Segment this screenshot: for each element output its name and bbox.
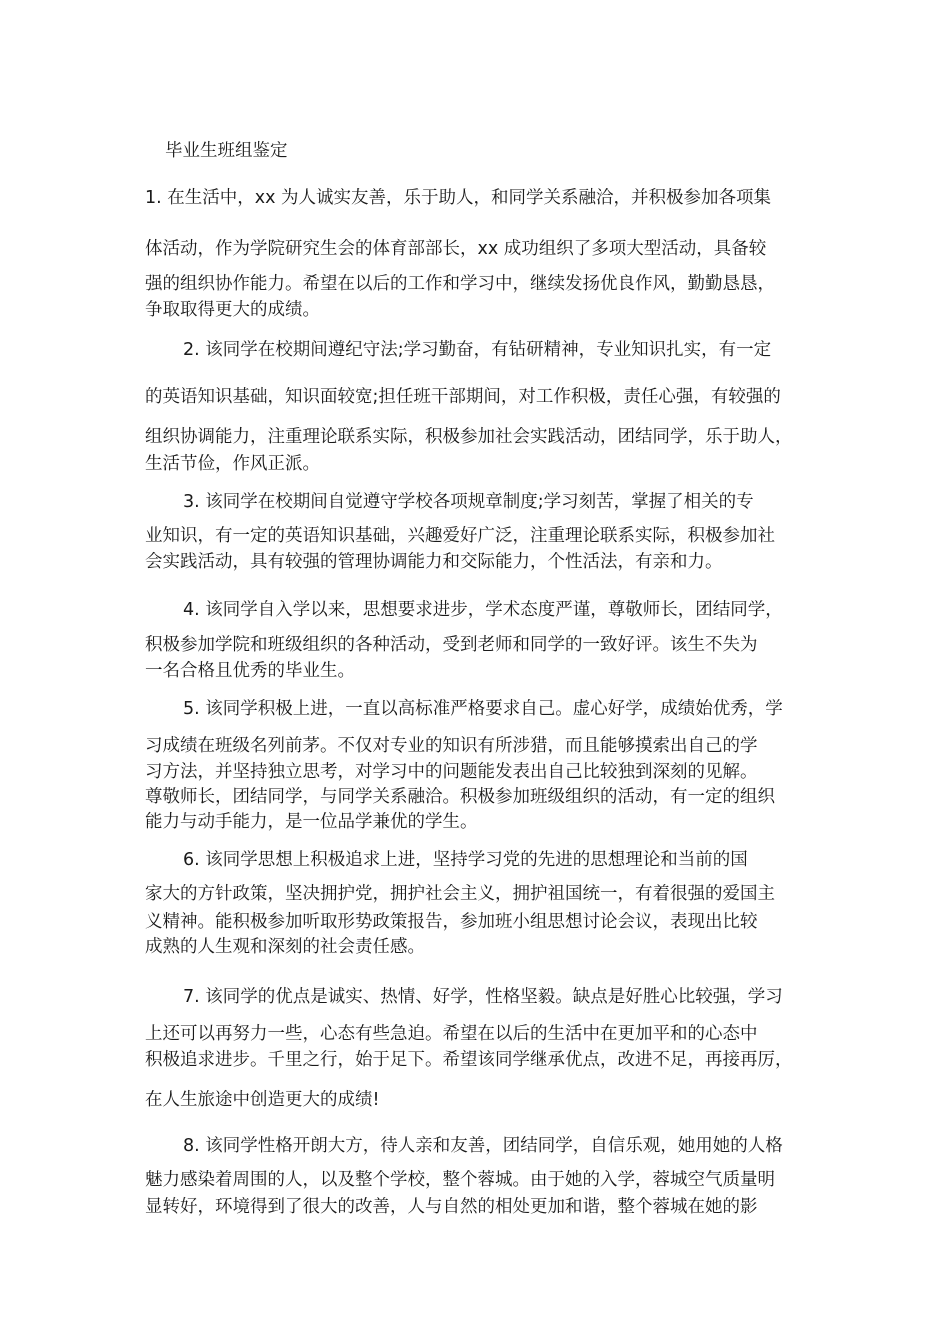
text-line: 1. 在生活中，xx 为人诚实友善，乐于助人，和同学关系融洽，并积极参加各项集 bbox=[145, 188, 772, 208]
text-line: 尊敬师长，团结同学，与同学关系融洽。积极参加班级组织的活动，有一定的组织 bbox=[145, 787, 775, 807]
text-line: 的英语知识基础，知识面较宽;担任班干部期间，对工作积极，责任心强，有较强的 bbox=[145, 387, 781, 407]
text-line: 组织协调能力，注重理论联系实际，积极参加社会实践活动，团结同学，乐于助人， bbox=[145, 427, 793, 447]
text-line: 争取取得更大的成绩。 bbox=[145, 300, 320, 320]
text-line: 显转好，环境得到了很大的改善，人与自然的相处更加和谐，整个蓉城在她的影 bbox=[145, 1197, 758, 1217]
text-line: 强的组织协作能力。希望在以后的工作和学习中，继续发扬优良作风，勤勤恳恳， bbox=[145, 274, 775, 294]
text-line: 2. 该同学在校期间遵纪守法;学习勤奋，有钻研精神，专业知识扎实，有一定 bbox=[183, 340, 772, 360]
text-line: 上还可以再努力一些，心态有些急迫。希望在以后的生活中在更加平和的心态中 bbox=[145, 1024, 758, 1044]
text-line: 生活节俭，作风正派。 bbox=[145, 454, 320, 474]
text-line: 家大的方针政策，坚决拥护党，拥护社会主义，拥护祖国统一，有着很强的爱国主 bbox=[145, 884, 775, 904]
text-line: 业知识，有一定的英语知识基础，兴趣爱好广泛，注重理论联系实际，积极参加社 bbox=[145, 526, 775, 546]
text-line: 义精神。能积极参加听取形势政策报告，参加班小组思想讨论会议，表现出比较 bbox=[145, 912, 758, 932]
text-line: 会实践活动，具有较强的管理协调能力和交际能力，个性活法，有亲和力。 bbox=[145, 552, 723, 572]
text-line: 能力与动手能力，是一位品学兼优的学生。 bbox=[145, 812, 478, 832]
text-line: 在人生旅途中创造更大的成绩! bbox=[145, 1090, 380, 1110]
document-title: 毕业生班组鉴定 bbox=[165, 141, 288, 161]
text-line: 积极参加学院和班级组织的各种活动，受到老师和同学的一致好评。该生不失为 bbox=[145, 635, 758, 655]
text-line: 4. 该同学自入学以来，思想要求进步，学术态度严谨，尊敬师长，团结同学， bbox=[183, 600, 783, 620]
text-line: 积极追求进步。千里之行，始于足下。希望该同学继承优点，改进不足，再接再厉， bbox=[145, 1050, 793, 1070]
text-line: 习方法，并坚持独立思考，对学习中的问题能发表出自己比较独到深刻的见解。 bbox=[145, 762, 758, 782]
text-line: 魅力感染着周围的人，以及整个学校，整个蓉城。由于她的入学，蓉城空气质量明 bbox=[145, 1170, 775, 1190]
text-line: 5. 该同学积极上进，一直以高标准严格要求自己。虚心好学，成绩始优秀，学 bbox=[183, 699, 783, 719]
text-line: 6. 该同学思想上积极追求上进，坚持学习党的先进的思想理论和当前的国 bbox=[183, 850, 748, 870]
text-line: 3. 该同学在校期间自觉遵守学校各项规章制度;学习刻苦，掌握了相关的专 bbox=[183, 492, 754, 512]
text-line: 成熟的人生观和深刻的社会责任感。 bbox=[145, 937, 425, 957]
text-line: 8. 该同学性格开朗大方，待人亲和友善，团结同学，自信乐观，她用她的人格 bbox=[183, 1136, 783, 1156]
text-line: 7. 该同学的优点是诚实、热情、好学，性格坚毅。缺点是好胜心比较强，学习 bbox=[183, 987, 783, 1007]
text-line: 一名合格且优秀的毕业生。 bbox=[145, 661, 355, 681]
text-line: 习成绩在班级名列前茅。不仅对专业的知识有所涉猎，而且能够摸索出自己的学 bbox=[145, 736, 758, 756]
text-line: 体活动，作为学院研究生会的体育部部长，xx 成功组织了多项大型活动，具备较 bbox=[145, 239, 767, 259]
